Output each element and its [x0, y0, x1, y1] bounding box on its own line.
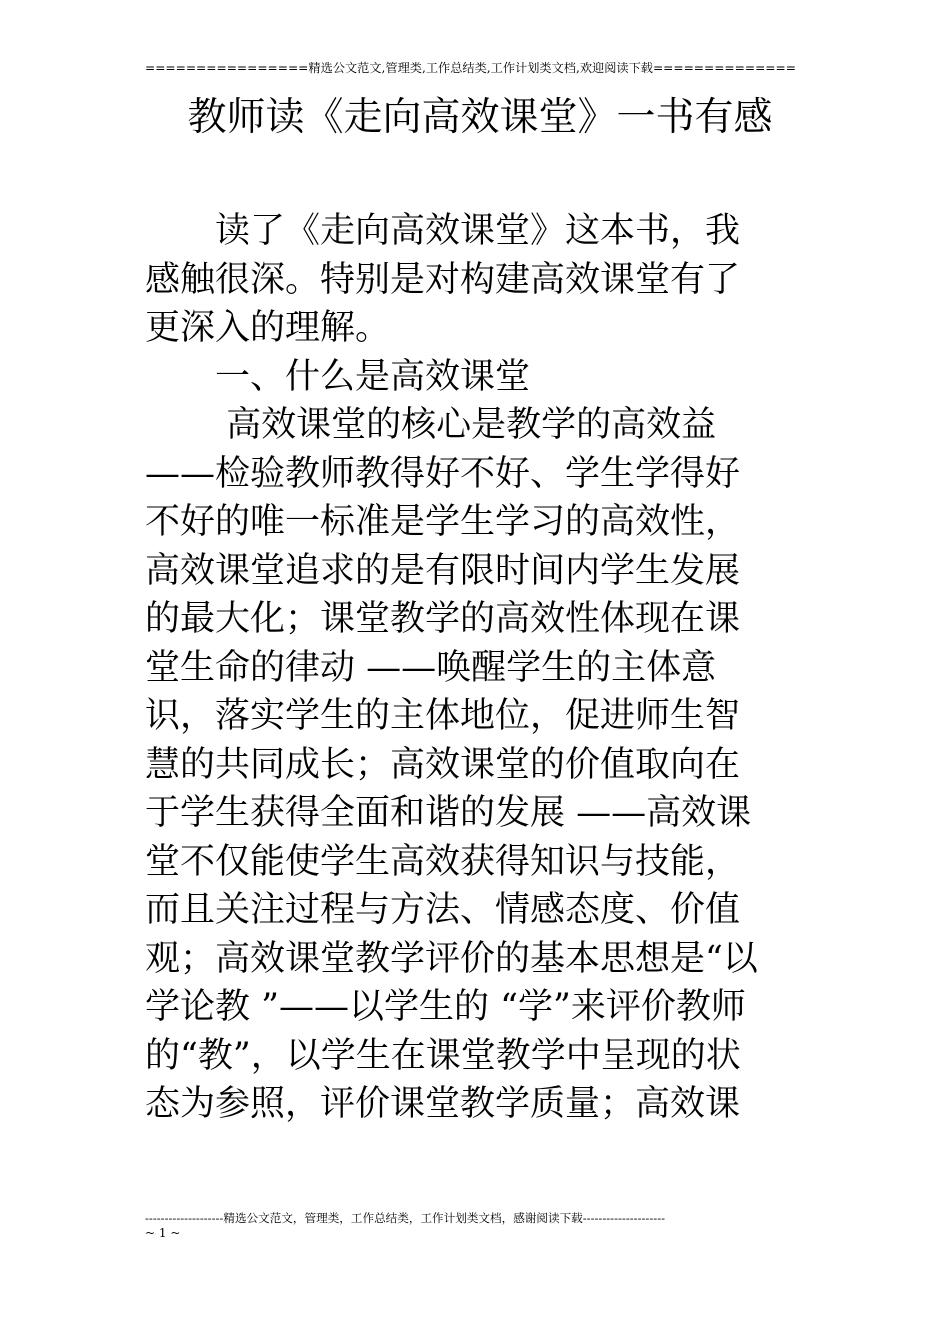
body-line: 感触很深。特别是对构建高效课堂有了 [145, 259, 741, 300]
body-line: 观；高效课堂教学评价的基本思想是“以 [145, 938, 758, 979]
page-number: ~ 1 ~ [145, 1226, 181, 1240]
body-line: 识，落实学生的主体地位，促进师生智 [145, 696, 741, 736]
header-banner: ================精选公文范文,管理类,工作总结类,工作计划类文档,欢迎阅读下载============== [145, 61, 796, 75]
footer-banner: --------------------精选公文范文，管理类，工作总结类，工作计划类文档，感谢阅读下载--------------------- [145, 1211, 666, 1225]
body-line: 于学生获得全面和谐的发展 ——高效课 [145, 793, 752, 833]
body-line: 不好的唯一标准是学生学习的高效性， [145, 502, 741, 542]
body-line: 高效课堂追求的是有限时间内学生发展 [145, 550, 741, 591]
body-line: 的最大化；课堂教学的高效性体现在课 [145, 599, 741, 639]
document-body [145, 207, 805, 1129]
body-line: 态为参照，评价课堂教学质量；高效课 [145, 1084, 741, 1124]
body-line: 更深入的理解。 [145, 308, 391, 348]
body-line: 堂生命的律动 ——唤醒学生的主体意 [145, 647, 717, 688]
document-title: 教师读《走向高效课堂》一书有感 [187, 95, 773, 140]
body-line: 的“教”，以学生在课堂教学中呈现的状 [145, 1035, 741, 1076]
body-line: 高效课堂的核心是教学的高效益 [145, 405, 717, 445]
section-heading: 一、什么是高效课堂 [145, 356, 531, 397]
body-line: 读了《走向高效课堂》这本书，我 [145, 211, 741, 251]
body-line: 而且关注过程与方法、情感态度、价值 [145, 890, 741, 930]
body-line: ——检验教师教得好不好、学生学得好 [145, 453, 741, 494]
body-line: 学论教 ”——以学生的 “学”来评价教师 [145, 987, 746, 1027]
body-line: 堂不仅能使学生高效获得知识与技能， [145, 841, 741, 882]
body-line: 慧的共同成长；高效课堂的价值取向在 [145, 744, 741, 785]
